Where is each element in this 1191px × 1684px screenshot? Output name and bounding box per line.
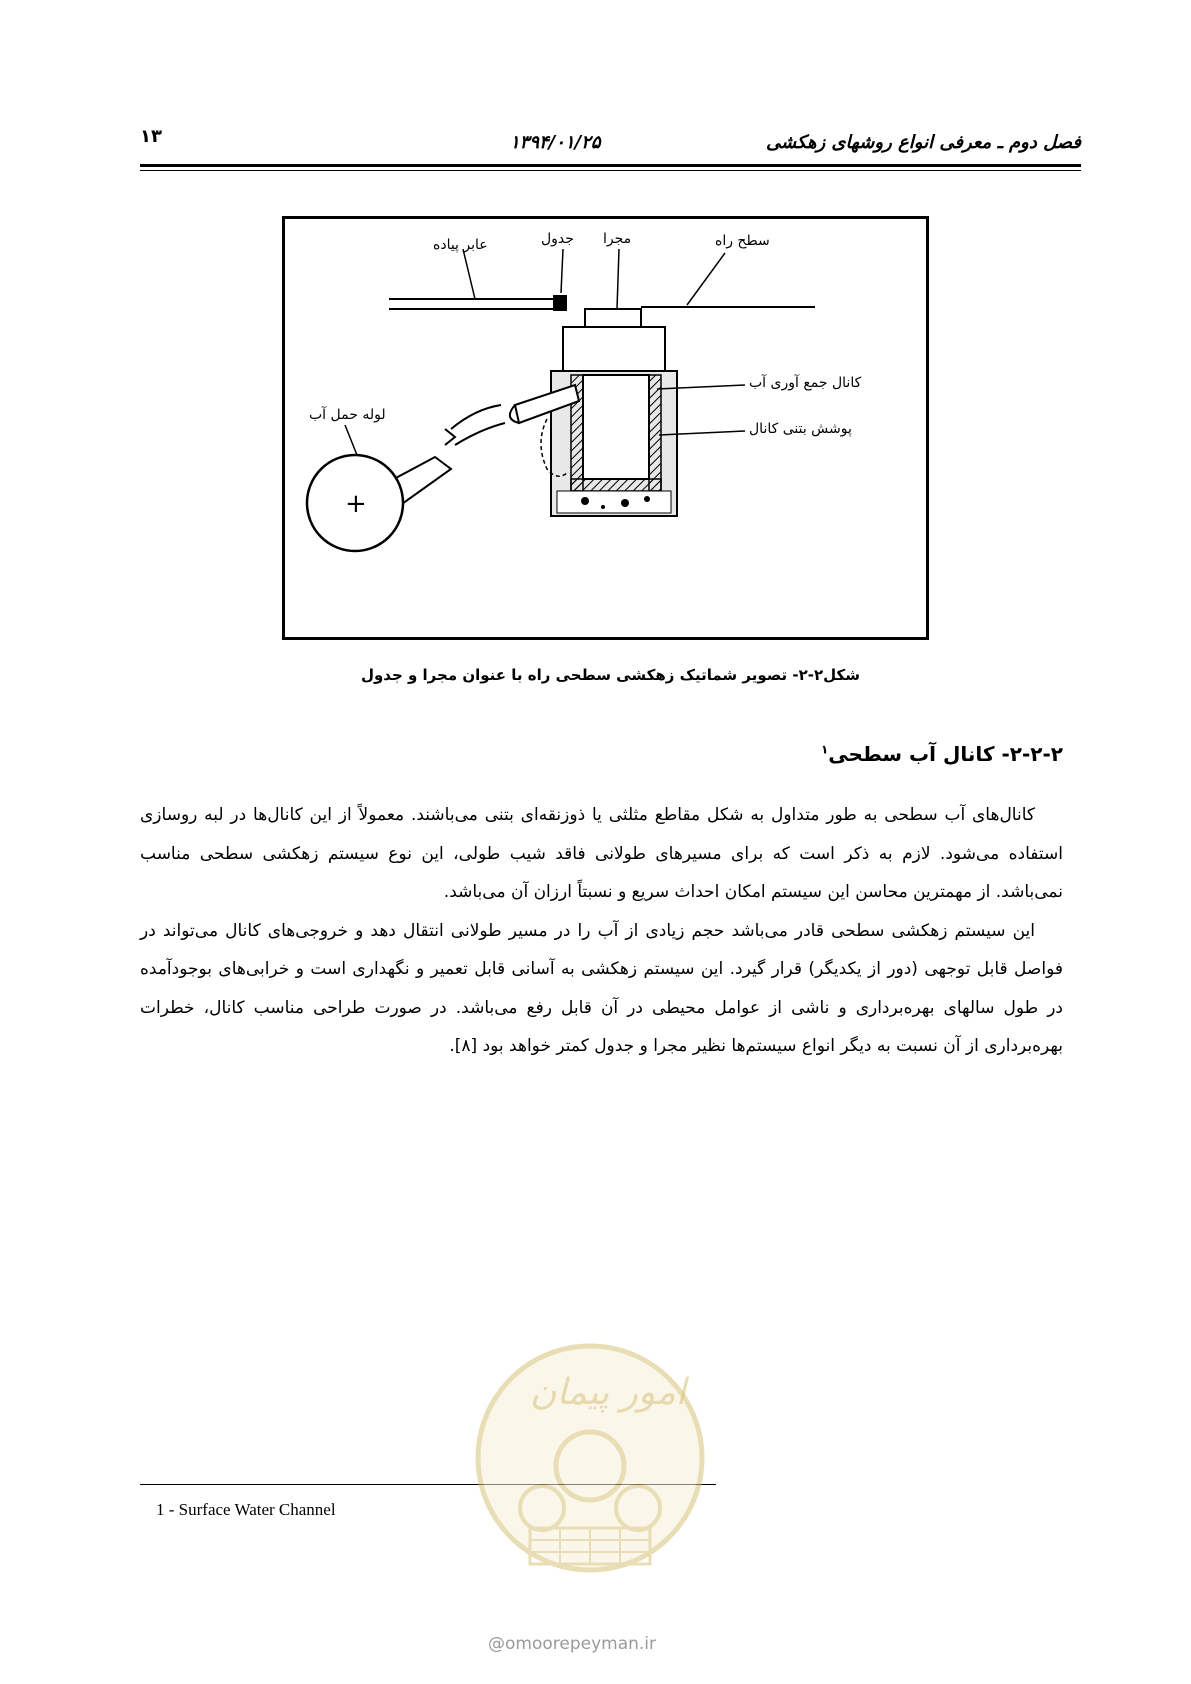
label-collection-channel: کانال جمع آوری آب (749, 375, 862, 391)
label-gutter: مجرا (603, 231, 632, 247)
header-rule-thin (140, 170, 1081, 171)
paragraph-2: این سیستم زهکشی سطحی قادر می‌باشد حجم زیادی از آب را در مسیر طولانی انتقال دهد و خروجی‌های کانال می‌تواند در فواصل قابل توجهی (دور از یکدیگر) قرار گیرد. این سیستم زهکشی به آسانی قابل تعمیر و نگهداری است و خرابی‌های بوجودآمده در طول سالهای بهره‌برداری و ناشی از عوامل محیطی در آن قابل رفع می‌باشد. در صورت طراحی مناسب کانال، خطرات بهره‌برداری از آن نسبت به دیگر انواع سیستم‌ها نظیر مجرا و جدول کمتر خواهد بود [۸]. (140, 920, 1063, 1056)
label-concrete-lining: پوشش بتنی کانال (749, 421, 852, 437)
paragraph-1: کانال‌های آب سطحی به طور متداول به شکل مقاطع مثلثی یا ذوزنقه‌ای بتنی می‌باشند. معمولاً از این کانال‌ها در لبه روسازی استفاده می‌شود. لازم به ذکر است که برای مسیرهای طولانی فاقد شیب طولی، این نوع سیستم زهکشی سطحی مناسب نمی‌باشد. از مهمترین محاسن این سیستم امکان احداث سریع و نسبتاً ارزان آن می‌باشد. (140, 805, 1063, 902)
footnote-ref: ۱ (820, 742, 829, 757)
label-road-surface: سطح راه (715, 233, 770, 249)
page-number: ۱۳ (140, 126, 162, 147)
header-date: ۱۳۹۴/۰۱/۲۵ (510, 131, 601, 153)
label-carrier-pipe: لوله حمل آب (309, 407, 386, 423)
header-chapter-title: فصل دوم ـ معرفی انواع روشهای زهکشی (765, 131, 1081, 153)
label-plus: + (345, 489, 367, 519)
footnote: 1 - Surface Water Channel (156, 1500, 336, 1519)
section-heading-text: ۲-۲-۲- کانال آب سطحی (828, 742, 1063, 766)
header-rule (140, 164, 1081, 167)
watermark-logo-text: امور پیمان (530, 1372, 686, 1413)
body-text (140, 796, 1063, 1066)
figure-caption: شکل۲-۲- تصویر شماتیک زهکشی سطحی راه با عنوان مجرا و جدول (360, 666, 861, 684)
watermark-url: @omoorepeyman.ir (488, 1634, 657, 1654)
figure-frame (282, 216, 929, 640)
label-curb: جدول (541, 231, 574, 247)
page-header (140, 126, 1081, 158)
label-pedestrian: عابر پیاده (433, 237, 488, 253)
section-heading (821, 742, 1063, 766)
